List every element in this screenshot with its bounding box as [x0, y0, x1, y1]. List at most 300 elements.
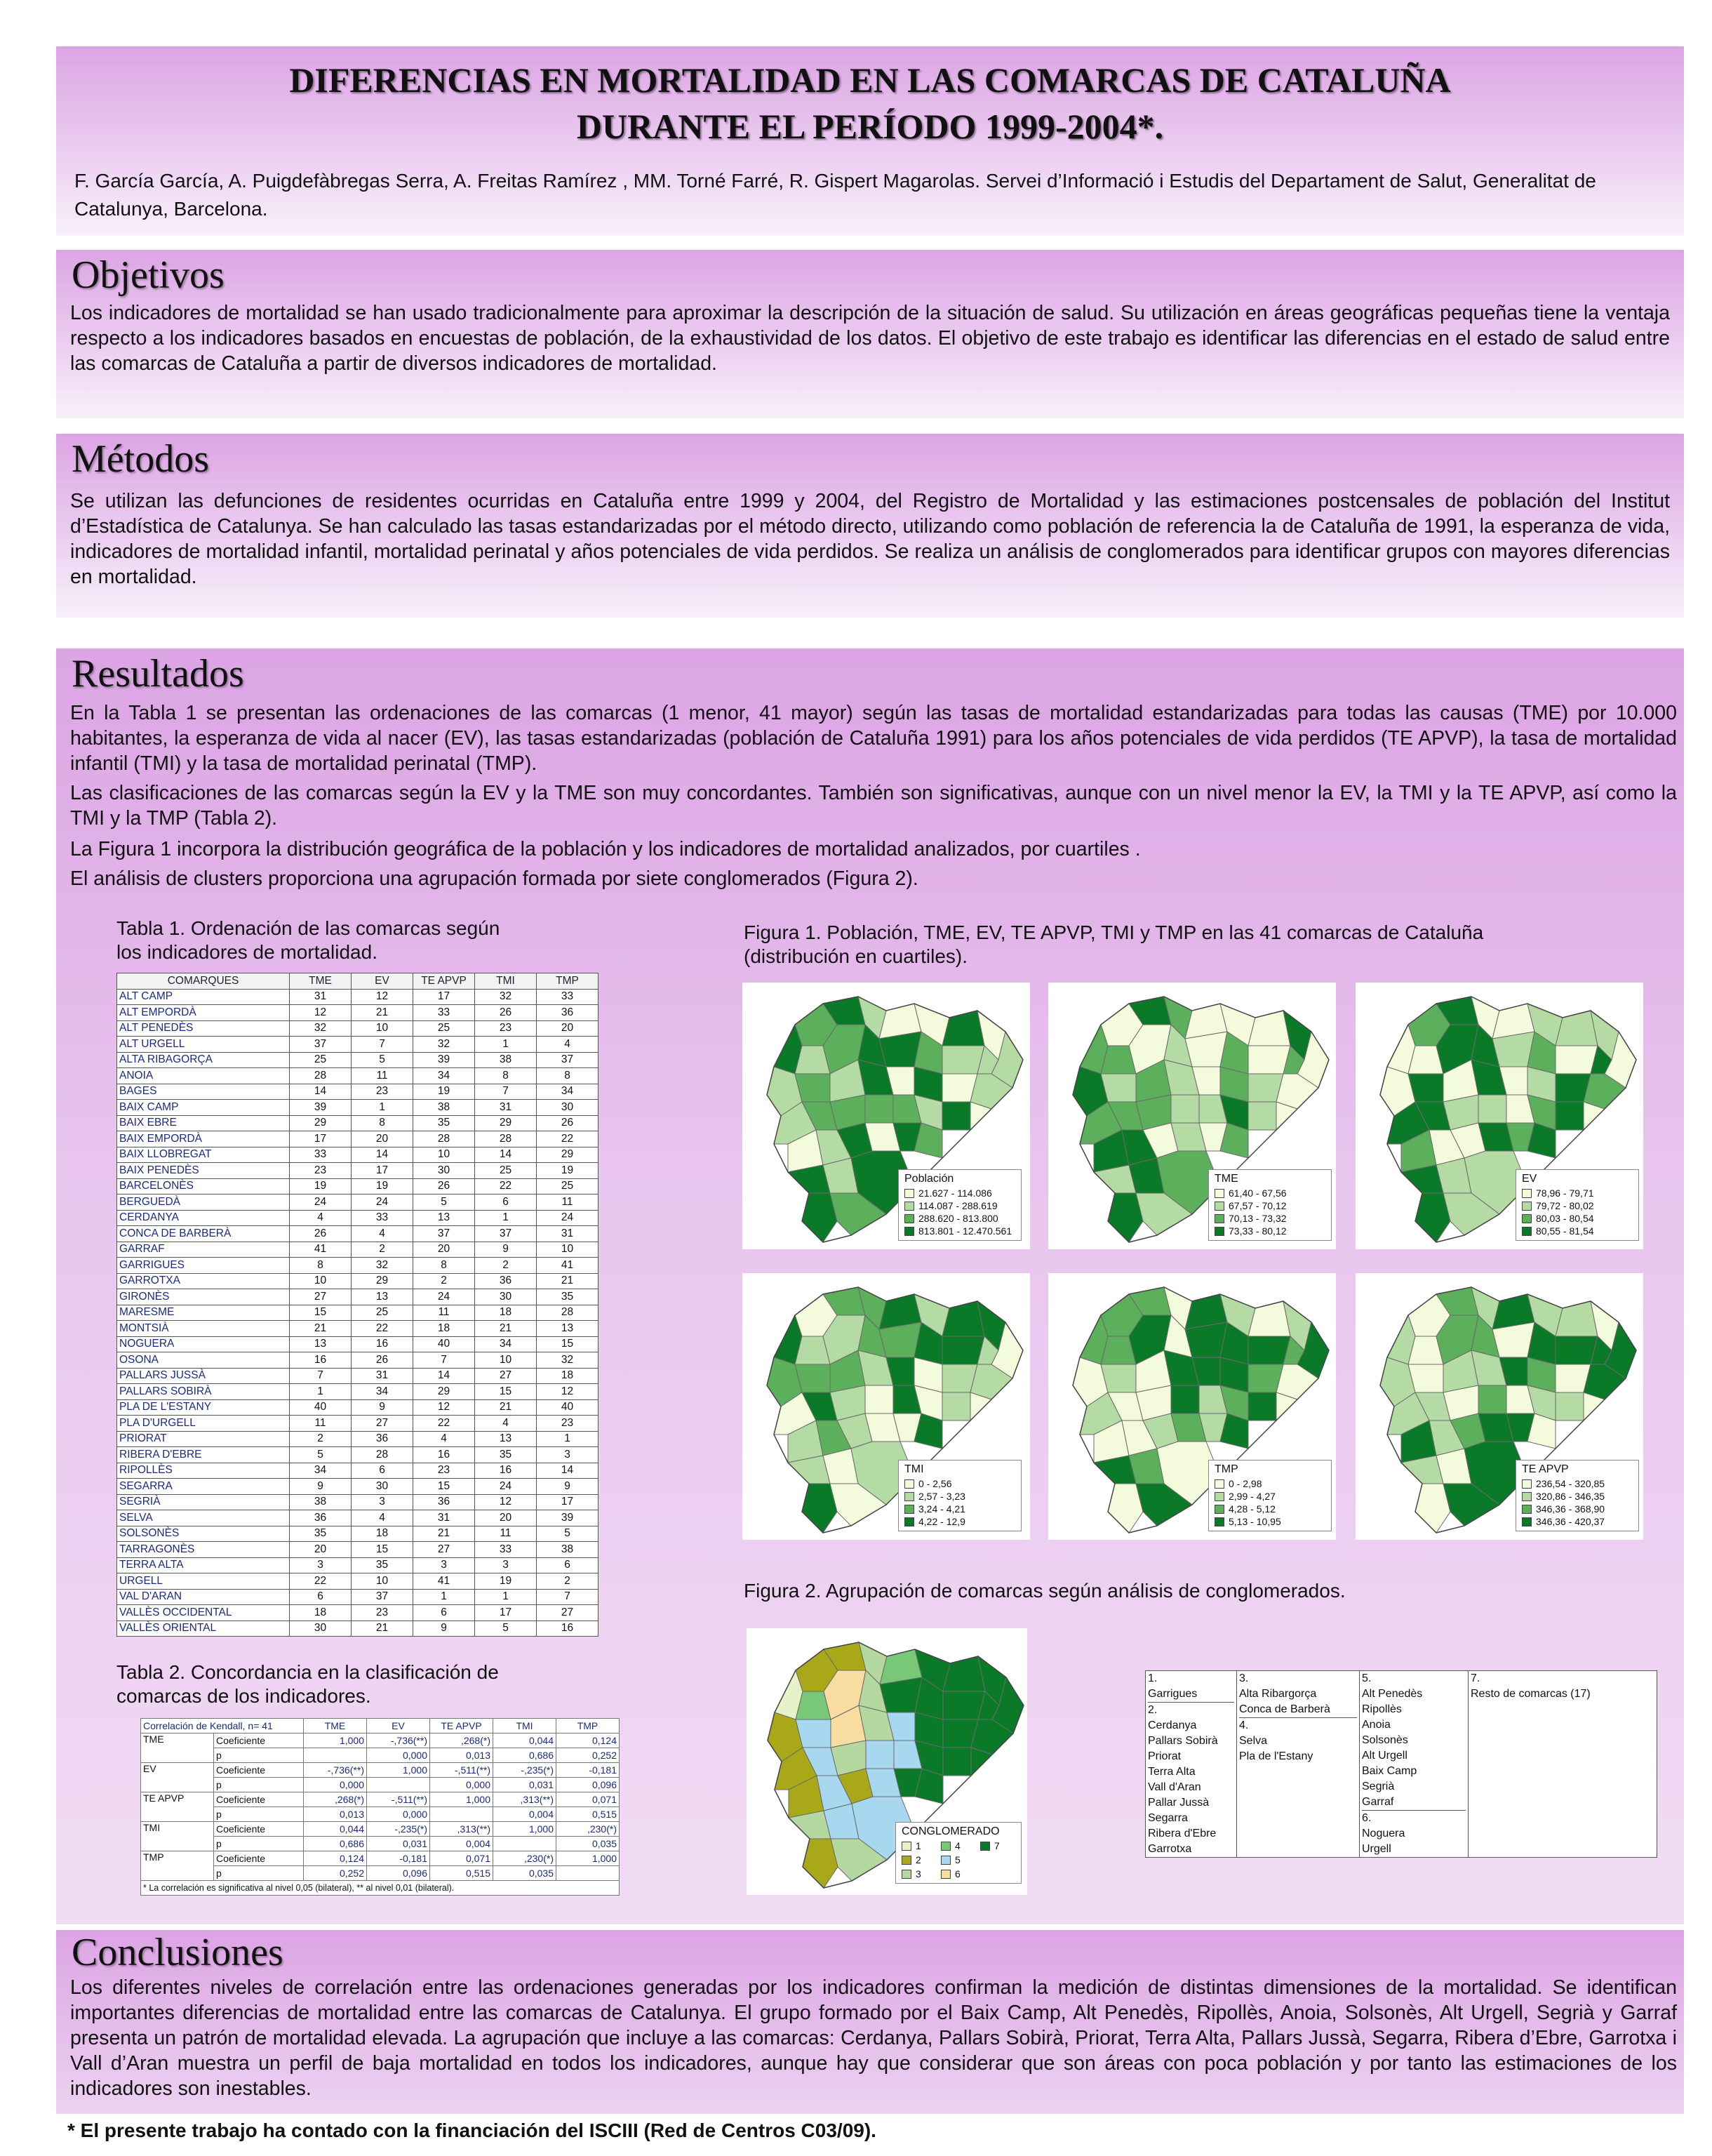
rank-cell: 39 [290, 1100, 352, 1116]
table-row [117, 1321, 598, 1337]
comarca-region [1171, 1385, 1199, 1413]
rank-cell: 37 [413, 1226, 475, 1242]
tabla2-header-cell: TE APVP [430, 1719, 493, 1734]
table-row [117, 1557, 598, 1573]
group-item: Segarra [1148, 1812, 1188, 1824]
rank-cell: 13 [475, 1431, 537, 1447]
legend-swatch [904, 1505, 914, 1514]
rank-cell: 18 [290, 1605, 352, 1621]
rank-cell: 37 [352, 1589, 413, 1605]
rank-cell: 26 [413, 1178, 475, 1195]
legend-range: 2,99 - 4,27 [1229, 1491, 1276, 1502]
legend-range: 5,13 - 10,95 [1229, 1516, 1281, 1527]
rank-cell: 28 [413, 1131, 475, 1147]
rank-cell: 28 [537, 1305, 598, 1321]
group-item: Alta Ribargorça [1239, 1688, 1317, 1700]
coef-value: 1,000 [304, 1734, 367, 1748]
table-row [141, 1822, 620, 1837]
table-row [117, 1542, 598, 1558]
legend-range: 114.087 - 288.619 [918, 1200, 998, 1211]
tabla2-note: * La correlación es significativa al nivel 0,05 (bilateral), ** al nivel 0,01 (bilateral). [141, 1881, 620, 1896]
rank-cell: 33 [290, 1147, 352, 1163]
legend-row [1215, 1212, 1325, 1225]
rank-cell: 1 [537, 1431, 598, 1447]
table-row [141, 1851, 620, 1866]
rank-cell: 25 [475, 1163, 537, 1179]
legend-row [1215, 1199, 1325, 1212]
conclusiones-text: Los diferentes niveles de correlación entre las ordenaciones generadas por los indicadores confirman la medición de distintas dimensiones de la mortalidad. Se identifican importantes diferencias de mortalidad entre las comarcas de Catalunya. El grupo formado por el Baix Camp, Alt Penedès, Ripollès, Anoia, Solsonès, Alt Urgell, Segrià y Garraf presenta un patrón de mortalidad elevada. La agrupación que incluye a las comarcas: Cerdanya, Pallars Sobirà, Priorat, Terra Alta, Pallars Jussà, Segarra, Ribera d’Ebre, Garrotxa i Vall d’Aran muestra un perfil de baja mortalidad en todos los indicadores, aunque hay que considerar que son áreas con poca población y por tanto las estimaciones de los indicadores son inestables. [70, 1976, 1677, 2100]
rank-cell: 38 [537, 1542, 598, 1558]
resultados-p1: En la Tabla 1 se presentan las ordenaciones de las comarcas (1 menor, 41 mayor) según las tasas de mortalidad estandarizadas para todas las causas (TME) por 10.000 habitantes, la esperanza de vida al nacer (EV), las tasas estandarizadas (población de Cataluña 1991) para los años potenciales de vida perdidos (TE APVP), la tasa de mortalidad infantil (TMI) y la tasa de mortalidad perinatal (TMP). [70, 702, 1677, 775]
legend-range: 346,36 - 420,37 [1536, 1516, 1605, 1527]
p-value: 0,252 [304, 1866, 367, 1881]
group-item: Terra Alta [1148, 1766, 1196, 1778]
rank-cell: 11 [537, 1195, 598, 1211]
rank-cell: 34 [290, 1463, 352, 1479]
legend-label: 6 [955, 1868, 961, 1879]
legend-row [904, 1199, 1015, 1212]
table-row [117, 1068, 598, 1084]
rank-cell: 1 [290, 1384, 352, 1400]
legend-label: 7 [994, 1840, 1000, 1851]
rank-cell: 9 [413, 1621, 475, 1637]
rank-cell: 28 [475, 1131, 537, 1147]
p-value [493, 1837, 556, 1851]
rank-cell: 24 [475, 1479, 537, 1495]
map-ev [1356, 983, 1643, 1249]
rank-cell: 5 [290, 1447, 352, 1463]
p-value: 0,031 [493, 1778, 556, 1792]
coef-value: ,268(*) [430, 1734, 493, 1748]
table-row [117, 1100, 598, 1116]
rank-cell: 27 [475, 1368, 537, 1384]
rank-cell: 4 [475, 1416, 537, 1432]
rank-cell: 18 [475, 1305, 537, 1321]
coef-value: ,268(*) [304, 1792, 367, 1807]
comarca-region [942, 1102, 970, 1130]
legend-swatch [1522, 1189, 1532, 1198]
rank-cell: 35 [352, 1557, 413, 1573]
legend-swatch [1522, 1505, 1532, 1514]
rank-cell: 37 [290, 1037, 352, 1053]
rank-cell: 6 [290, 1589, 352, 1605]
comarca-name: PLA D'URGELL [117, 1416, 290, 1432]
rank-cell: 30 [475, 1289, 537, 1305]
rank-cell: 18 [537, 1368, 598, 1384]
comarca-name: VALLÈS OCCIDENTAL [117, 1605, 290, 1621]
rank-cell: 24 [352, 1195, 413, 1211]
rank-cell: 4 [290, 1210, 352, 1226]
rank-cell: 32 [475, 989, 537, 1005]
rank-cell: 12 [290, 1005, 352, 1021]
group-2-items [1148, 1718, 1234, 1857]
rank-cell: 24 [413, 1289, 475, 1305]
rank-cell: 1 [475, 1589, 537, 1605]
cluster-legend [895, 1822, 1022, 1884]
legend-row [1215, 1515, 1325, 1528]
comarca-name: OSONA [117, 1352, 290, 1369]
coef-value: 1,000 [430, 1792, 493, 1807]
tabla1-caption [116, 917, 500, 964]
table-row [117, 1510, 598, 1526]
legend-range: 236,54 - 320,85 [1536, 1478, 1605, 1489]
rank-cell: 23 [290, 1163, 352, 1179]
tabla2-row-name: EV [141, 1763, 214, 1792]
tabla2-row-name: TME [141, 1734, 214, 1763]
comarca-name: ALT PENEDÈS [117, 1020, 290, 1037]
table-row [117, 1020, 598, 1037]
legend-row [980, 1839, 1015, 1852]
rank-cell: 14 [537, 1463, 598, 1479]
rank-cell: 9 [475, 1242, 537, 1258]
table-row [117, 1147, 598, 1163]
rank-cell: 17 [475, 1605, 537, 1621]
rank-cell: 15 [537, 1336, 598, 1352]
group-1-label: 1. [1148, 1672, 1158, 1684]
tabla2-header-cell: TMI [493, 1719, 556, 1734]
table-row [117, 1589, 598, 1605]
group-item: Vall d'Aran [1148, 1781, 1201, 1793]
rank-cell: 36 [475, 1273, 537, 1289]
rank-cell: 3 [475, 1557, 537, 1573]
legend-row [904, 1225, 1015, 1237]
rank-cell: 1 [352, 1100, 413, 1116]
comarca-region [1171, 1095, 1199, 1123]
p-value: 0,252 [556, 1748, 620, 1763]
rank-cell: 10 [413, 1147, 475, 1163]
legend-swatch [1215, 1517, 1224, 1526]
p-value: 0,035 [556, 1837, 620, 1851]
table-row [117, 1399, 598, 1416]
comarca-region [943, 1748, 971, 1776]
rank-cell: 27 [537, 1605, 598, 1621]
figura1-caption-line1: Figura 1. Población, TME, EV, TE APVP, TMI y TMP en las 41 comarcas de Cataluña [744, 921, 1484, 943]
tabla1-caption-line2: los indicadores de mortalidad. [116, 941, 377, 963]
comarca-name: MARESME [117, 1305, 290, 1321]
legend-row [1522, 1225, 1633, 1237]
comarca-name: BAIX EMPORDÀ [117, 1131, 290, 1147]
comarca-name: PALLARS JUSSÀ [117, 1368, 290, 1384]
comarca-name: URGELL [117, 1573, 290, 1590]
funding-footnote: * El presente trabajo ha contado con la financiación del ISCIII (Red de Centros C03/09). [67, 2120, 876, 2141]
comarca-name: ALT URGELL [117, 1037, 290, 1053]
legend-swatch [1215, 1214, 1224, 1223]
rank-cell: 31 [290, 989, 352, 1005]
rank-cell: 27 [352, 1416, 413, 1432]
comarca-name: ALT EMPORDÀ [117, 1005, 290, 1021]
comarca-name: VALLÈS ORIENTAL [117, 1621, 290, 1637]
legend-range: 4,28 - 5,12 [1229, 1503, 1276, 1515]
rank-cell: 38 [290, 1494, 352, 1510]
metodos-heading: Métodos [72, 437, 209, 481]
figura1-caption [744, 921, 1483, 969]
legend-label: 3 [916, 1868, 921, 1879]
group-item: Resto de comarcas (17) [1471, 1688, 1591, 1700]
legend-swatch [980, 1842, 990, 1851]
group-item: Garraf [1362, 1796, 1394, 1808]
tabla2-caption-line2: comarcas de los indicadores. [116, 1685, 371, 1707]
rank-cell: 7 [475, 1084, 537, 1100]
p-value: 0,013 [430, 1748, 493, 1763]
rank-cell: 33 [537, 989, 598, 1005]
legend-swatch [904, 1189, 914, 1198]
rank-cell: 21 [413, 1526, 475, 1542]
rank-cell: 4 [352, 1226, 413, 1242]
rank-cell: 30 [290, 1621, 352, 1637]
rank-cell: 23 [537, 1416, 598, 1432]
rank-cell: 16 [475, 1463, 537, 1479]
rank-cell: 36 [290, 1510, 352, 1526]
rank-cell: 24 [290, 1195, 352, 1211]
legend-row [941, 1839, 976, 1852]
coef-label: Coeficiente [214, 1851, 304, 1866]
table-row [117, 1352, 598, 1369]
rank-cell: 6 [352, 1463, 413, 1479]
legend-swatch [904, 1214, 914, 1223]
coef-value: 0,071 [430, 1851, 493, 1866]
objetivos-text: Los indicadores de mortalidad se han usado tradicionalmente para aproximar la descripción de la situación de salud. Su utilización en áreas geográficas pequeñas tiene la ventaja respecto a los indicadores basados en encuestas de población, de la exhaustividad de los datos. El objetivo de este trabajo es identificar las diferencias en el estado de salud entre las comarcas de Cataluña a partir de diversos indicadores de mortalidad. [70, 302, 1670, 375]
legend-row [902, 1868, 937, 1880]
table-row [117, 1494, 598, 1510]
legend-range: 79,72 - 80,02 [1536, 1200, 1594, 1211]
tabla2-caption-line1: Tabla 2. Concordancia en la clasificación de [116, 1661, 499, 1683]
rank-cell: 15 [290, 1305, 352, 1321]
rank-cell: 30 [537, 1100, 598, 1116]
legend-swatch [904, 1202, 914, 1211]
p-value: 0,035 [493, 1866, 556, 1881]
table-row [117, 1605, 598, 1621]
coef-label: Coeficiente [214, 1792, 304, 1807]
comarca-name: VAL D'ARAN [117, 1589, 290, 1605]
coef-value: 0,044 [493, 1734, 556, 1748]
comarca-region [942, 1392, 970, 1420]
legend-swatch [904, 1517, 914, 1526]
legend-range: 3,24 - 4,21 [918, 1503, 965, 1515]
rank-cell: 29 [537, 1147, 598, 1163]
coef-value: -,235(*) [493, 1763, 556, 1778]
legend-row [1215, 1490, 1325, 1503]
comarca-name: GIRONÈS [117, 1289, 290, 1305]
legend-row [1522, 1212, 1633, 1225]
cluster-legend-title: CONGLOMERADO [902, 1825, 1000, 1837]
table-row [117, 1463, 598, 1479]
rank-cell: 7 [413, 1352, 475, 1369]
legend-range: 78,96 - 79,71 [1536, 1187, 1594, 1199]
rank-cell: 12 [475, 1494, 537, 1510]
legend-swatch [904, 1479, 914, 1489]
comarca-name: BAIX CAMP [117, 1100, 290, 1116]
comarca-region [865, 1385, 893, 1413]
legend-swatch [1522, 1517, 1532, 1526]
p-value: 0,004 [493, 1807, 556, 1822]
comarca-name: GARROTXA [117, 1273, 290, 1289]
figura1-caption-line2: (distribución en cuartiles). [744, 945, 968, 967]
legend-row [1522, 1199, 1633, 1212]
table-row [117, 1084, 598, 1100]
table-row [117, 1163, 598, 1179]
legend-title: Población [904, 1173, 954, 1185]
p-label: p [214, 1807, 304, 1822]
rank-cell: 31 [475, 1100, 537, 1116]
legend-range: 70,13 - 73,32 [1229, 1213, 1287, 1224]
legend-swatch [1215, 1227, 1224, 1236]
legend-swatch [1215, 1202, 1224, 1211]
comarca-region [1248, 1392, 1276, 1420]
rank-cell: 19 [413, 1084, 475, 1100]
legend-label: 4 [955, 1840, 961, 1851]
table-row [117, 1289, 598, 1305]
legend-range: 67,57 - 70,12 [1229, 1200, 1287, 1211]
rank-cell: 31 [413, 1510, 475, 1526]
rank-cell: 2 [475, 1258, 537, 1274]
comarca-region [1556, 1392, 1584, 1420]
legend-range: 4,22 - 12,9 [918, 1516, 965, 1527]
rank-cell: 33 [413, 1005, 475, 1021]
legend-row [1522, 1515, 1633, 1528]
rank-cell: 10 [352, 1573, 413, 1590]
rank-cell: 21 [352, 1005, 413, 1021]
group-item: Conca de Barberà [1239, 1703, 1330, 1715]
coef-value: 1,000 [367, 1763, 430, 1778]
coef-value: -0,181 [367, 1851, 430, 1866]
group-col-2 [1237, 1671, 1360, 1858]
rank-cell: 32 [413, 1037, 475, 1053]
rank-cell: 21 [290, 1321, 352, 1337]
legend-swatch [904, 1227, 914, 1236]
metodos-text: Se utilizan las defunciones de residentes ocurridas en Cataluña entre 1999 y 2004, del Registro de Mortalidad y las estimaciones postcensales de población del Institut d’Estadística de Catalunya. Se han calculado las tasas estandarizadas por el método directo, utilizando como población de referencia la de Cataluña de 1991, la esperanza de vida, indicadores de mortalidad infantil, mortalidad perinatal y años potenciales de vida perdidos. Se realiza un análisis de conglomerados para identificar grupos con mayores diferencias en mortalidad. [70, 490, 1670, 588]
comarca-name: TARRAGONÈS [117, 1542, 290, 1558]
legend-swatch [902, 1856, 911, 1865]
objetivos-panel [56, 250, 1684, 418]
rank-cell: 20 [352, 1131, 413, 1147]
table-row [117, 1037, 598, 1053]
group-item: Baix Camp [1362, 1765, 1417, 1777]
comarca-name: SEGRIÀ [117, 1494, 290, 1510]
rank-cell: 10 [537, 1242, 598, 1258]
rank-cell: 37 [475, 1226, 537, 1242]
table-row [117, 1384, 598, 1400]
rank-cell: 22 [475, 1178, 537, 1195]
p-value: 0,031 [367, 1837, 430, 1851]
rank-cell: 27 [413, 1542, 475, 1558]
group-3-label: 3. [1239, 1672, 1249, 1684]
tabla1-header-cell: TE APVP [413, 973, 475, 990]
legend-row [980, 1868, 1015, 1880]
group-item: Alt Urgell [1362, 1750, 1407, 1762]
rank-cell: 10 [290, 1273, 352, 1289]
legend-range: 61,40 - 67,56 [1229, 1187, 1287, 1199]
rank-cell: 25 [413, 1020, 475, 1037]
group-item: Segrià [1362, 1781, 1395, 1792]
table-row [117, 1226, 598, 1242]
rank-cell: 4 [537, 1037, 598, 1053]
legend-range: 73,33 - 80,12 [1229, 1225, 1287, 1237]
p-label: p [214, 1778, 304, 1792]
tabla2-header-cell: TMP [556, 1719, 620, 1734]
rank-cell: 12 [537, 1384, 598, 1400]
legend-range: 288.620 - 813.800 [918, 1213, 998, 1224]
comarca-name: RIPOLLÈS [117, 1463, 290, 1479]
legend-title: TE APVP [1522, 1463, 1569, 1475]
rank-cell: 32 [537, 1352, 598, 1369]
legend-range: 320,86 - 346,35 [1536, 1491, 1605, 1502]
tabla2-header-cell: TME [304, 1719, 367, 1734]
map-legend [1208, 1460, 1332, 1531]
map-tmp [1048, 1273, 1336, 1540]
tabla1-header-cell: TMI [475, 973, 537, 990]
rank-cell: 2 [413, 1273, 475, 1289]
p-value [556, 1866, 620, 1881]
rank-cell: 39 [413, 1052, 475, 1068]
rank-cell: 9 [352, 1399, 413, 1416]
legend-label: 2 [916, 1854, 921, 1865]
rank-cell: 9 [537, 1479, 598, 1495]
comarca-name: ANOIA [117, 1068, 290, 1084]
table-row [117, 1431, 598, 1447]
legend-swatch [1522, 1202, 1532, 1211]
comarca-name: TERRA ALTA [117, 1557, 290, 1573]
legend-label: 5 [955, 1854, 961, 1865]
comarca-name: BAIX EBRE [117, 1115, 290, 1131]
legend-swatch [941, 1842, 951, 1851]
coef-value: -,511(**) [430, 1763, 493, 1778]
p-label: p [214, 1866, 304, 1881]
legend-row [904, 1503, 1015, 1515]
rank-cell: 22 [413, 1416, 475, 1432]
group-4-label: 4. [1239, 1717, 1357, 1734]
table-row [117, 1368, 598, 1384]
rank-cell: 20 [475, 1510, 537, 1526]
rank-cell: 29 [413, 1384, 475, 1400]
rank-cell: 1 [475, 1037, 537, 1053]
rank-cell: 29 [352, 1273, 413, 1289]
comarca-name: SELVA [117, 1510, 290, 1526]
map-tme [1048, 983, 1336, 1249]
rank-cell: 5 [537, 1526, 598, 1542]
comarca-region [866, 1741, 894, 1769]
tabla2-caption [116, 1661, 499, 1708]
table-row [117, 1479, 598, 1495]
coef-value: ,230(*) [493, 1851, 556, 1866]
rank-cell: 16 [537, 1621, 598, 1637]
p-value: 0,686 [493, 1748, 556, 1763]
rank-cell: 3 [290, 1557, 352, 1573]
rank-cell: 10 [352, 1020, 413, 1037]
p-value: 0,515 [430, 1866, 493, 1881]
poster-title-line2: DURANTE EL PERÍODO 1999-2004*. [576, 107, 1164, 146]
objetivos-heading: Objetivos [72, 253, 225, 297]
table-row [117, 1131, 598, 1147]
legend-title: TMP [1215, 1463, 1238, 1475]
rank-cell: 3 [413, 1557, 475, 1573]
rank-cell: 37 [537, 1052, 598, 1068]
resultados-p4: El análisis de clusters proporciona una agrupación formada por siete conglomerados (Figura 2). [70, 867, 918, 890]
comarca-name: BAGES [117, 1084, 290, 1100]
rank-cell: 34 [475, 1336, 537, 1352]
comarca-name: BERGUEDÀ [117, 1195, 290, 1211]
rank-cell: 2 [537, 1573, 598, 1590]
comarca-name: BAIX PENEDÈS [117, 1163, 290, 1179]
rank-cell: 22 [537, 1131, 598, 1147]
rank-cell: 41 [290, 1242, 352, 1258]
map-legend [898, 1169, 1022, 1241]
rank-cell: 15 [352, 1542, 413, 1558]
group-item: Pla de l'Estany [1239, 1750, 1313, 1762]
coef-value: -,511(**) [367, 1792, 430, 1807]
resultados-p2: Las clasificaciones de las comarcas según la EV y la TME son muy concordantes. También son significativas, aunque con un nivel menor la EV, la TMI y la TE APVP, así como la TMI y la TMP (Tabla 2). [70, 782, 1677, 830]
rank-cell: 17 [537, 1494, 598, 1510]
conclusiones-heading: Conclusiones [72, 1931, 283, 1974]
